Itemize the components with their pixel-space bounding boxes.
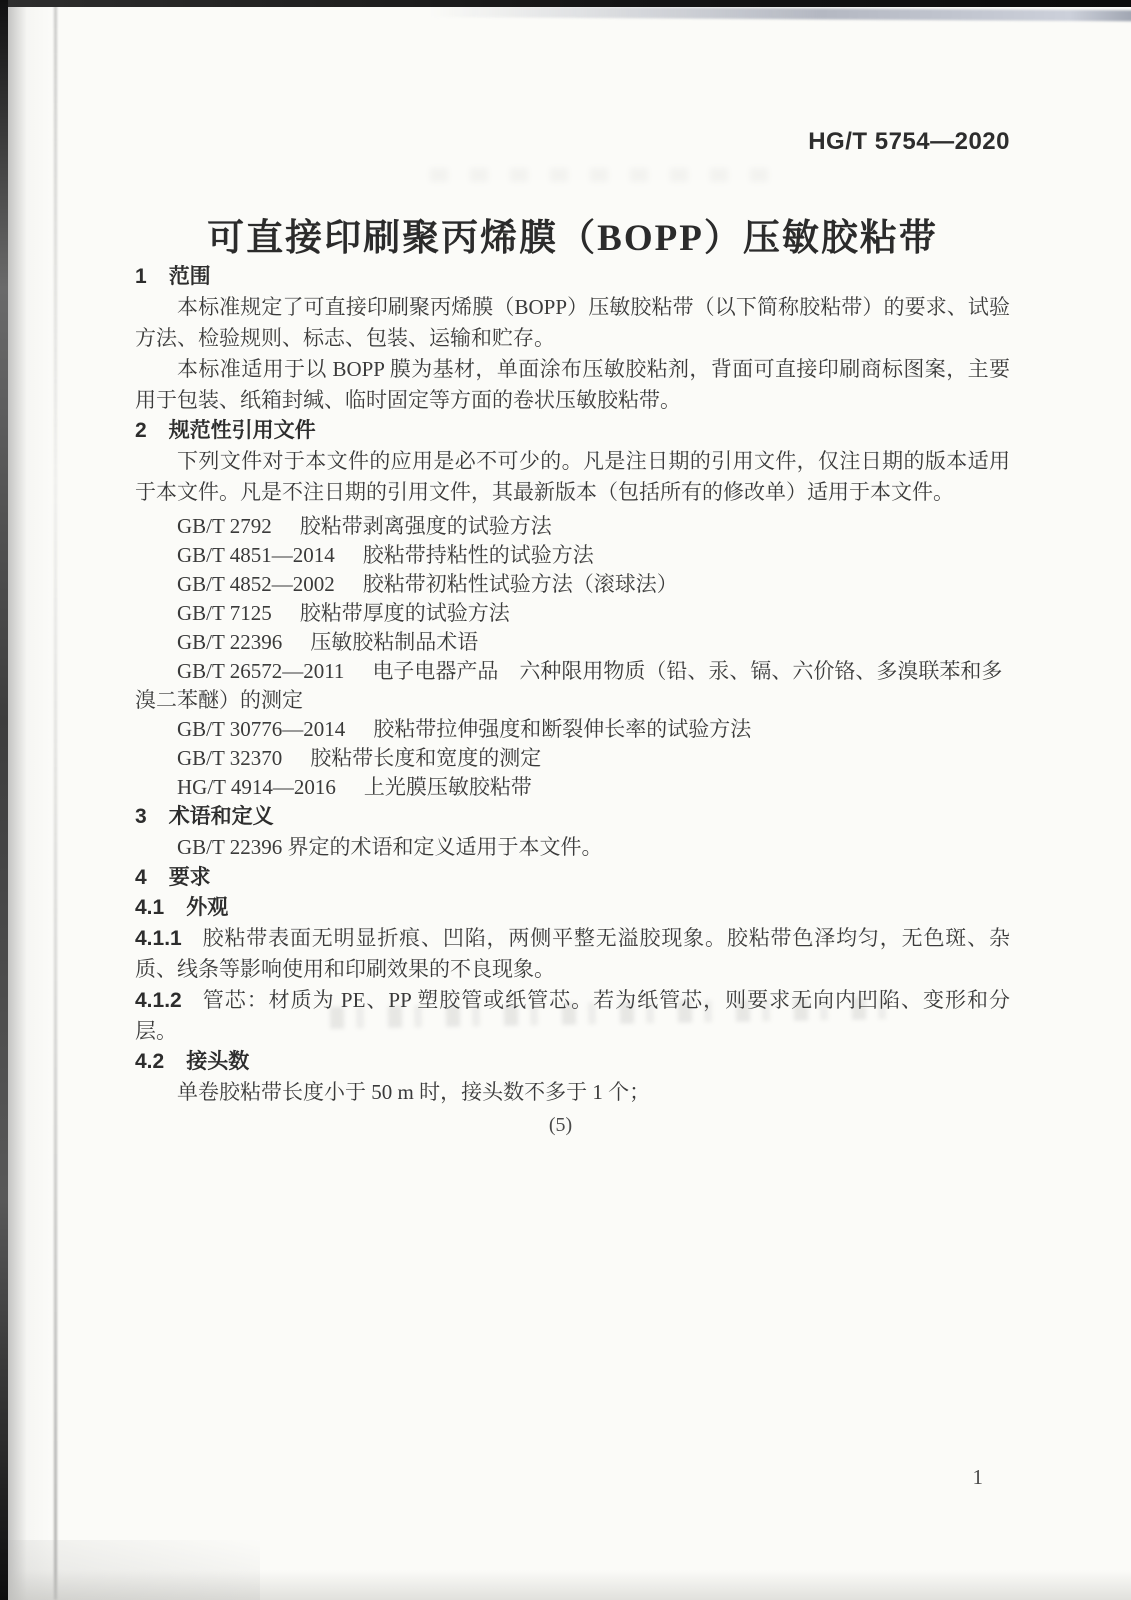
reference-code: GB/T 2792 (177, 514, 272, 538)
reference-code: GB/T 7125 (177, 601, 272, 625)
section-2-heading (135, 416, 1010, 446)
reference-item (135, 599, 1010, 628)
reference-title: 上光膜压敏胶粘带 (363, 775, 532, 799)
reference-code: GB/T 32370 (177, 746, 283, 770)
reference-item (135, 628, 1010, 657)
clause-4-1-1-number: 4.1.1 (135, 927, 182, 950)
section-4-heading (135, 863, 1010, 893)
section-4-2-heading (135, 1047, 1010, 1077)
reference-code: HG/T 4914—2016 (177, 775, 336, 799)
section-3-number: 3 (135, 805, 147, 828)
section-2-intro: 下列文件对于本文件的应用是必不可少的。凡是注日期的引用文件，仅注日期的版本适用于本文件。凡是不注日期的引用文件，其最新版本（包括所有的修改单）适用于本文件。 (135, 449, 1010, 504)
section-3-title: 术语和定义 (168, 805, 274, 828)
reference-code: GB/T 4851—2014 (177, 543, 335, 567)
section-4-1-heading (135, 893, 1010, 923)
reference-item (135, 657, 1010, 715)
clause-4-1-2-number: 4.1.2 (135, 989, 182, 1012)
reference-item (135, 570, 1010, 599)
section-3-heading (135, 802, 1010, 832)
footer-sheet-number: (5) (548, 1114, 573, 1136)
section-4-2-number: 4.2 (135, 1050, 165, 1073)
reference-title: 电子电器产品 六种限用物质（铅、汞、镉、六价铬、多溴联苯和多溴二苯醚）的测定 (135, 659, 1003, 712)
reference-title: 胶粘带拉伸强度和断裂伸长率的试验方法 (373, 717, 752, 741)
section-4-number: 4 (135, 866, 147, 889)
scan-edge-left (0, 0, 8, 1600)
reference-item (135, 773, 1010, 802)
section-2-title: 规范性引用文件 (168, 419, 316, 442)
reference-code: GB/T 30776—2014 (177, 717, 346, 741)
reference-code: GB/T 4852—2002 (177, 572, 335, 596)
standard-number: HG/T 5754—2020 (808, 128, 1010, 155)
reference-item (135, 512, 1010, 541)
reference-title: 胶粘带厚度的试验方法 (299, 601, 510, 625)
section-1-paragraph-2: 本标准适用于以 BOPP 膜为基材，单面涂布压敏胶粘剂，背面可直接印刷商标图案，主要用于包装、纸箱封缄、临时固定等方面的卷状压敏胶粘带。 (135, 357, 1010, 412)
clause-4-2-paragraph: 单卷胶粘带长度小于 50 m 时，接头数不多于 1 个； (177, 1080, 651, 1104)
reference-item (135, 541, 1010, 570)
reference-title: 胶粘带剥离强度的试验方法 (299, 514, 552, 538)
scan-edge-left-shadow (8, 0, 50, 1600)
reference-code: GB/T 26572—2011 (177, 659, 345, 683)
section-4-1-title: 外观 (186, 896, 229, 919)
section-1-paragraph-1: 本标准规定了可直接印刷聚丙烯膜（BOPP）压敏胶粘带（以下简称胶粘带）的要求、试验方法、检验规则、标志、包装、运输和贮存。 (135, 295, 1010, 350)
reference-item (135, 715, 1010, 744)
clause-4-1-1 (135, 923, 1010, 985)
reference-title: 压敏胶粘制品术语 (310, 630, 479, 654)
page-crease-line (54, 0, 57, 1600)
reference-title: 胶粘带长度和宽度的测定 (310, 746, 542, 770)
section-1-title: 范围 (168, 265, 211, 288)
section-4-title: 要求 (168, 866, 211, 889)
section-1-heading (135, 262, 1010, 292)
section-4-1-number: 4.1 (135, 896, 165, 919)
scan-edge-top (0, 0, 1131, 7)
section-2-number: 2 (135, 419, 147, 442)
section-4-2-title: 接头数 (186, 1050, 250, 1073)
normative-references-list (135, 512, 1010, 802)
clause-4-1-1-text: 胶粘带表面无明显折痕、凹陷，两侧平整无溢胶现象。胶粘带色泽均匀，无色斑、杂质、线条等影响使用和印刷效果的不良现象。 (135, 926, 1010, 981)
clause-4-1-2 (135, 985, 1010, 1047)
reference-item (135, 744, 1010, 773)
page-number: 1 (972, 1465, 983, 1489)
scan-corner-shade (0, 1540, 260, 1600)
document-title: 可直接印刷聚丙烯膜（BOPP）压敏胶粘带 (207, 218, 938, 259)
clause-4-1-2-text: 管芯：材质为 PE、PP 塑胶管或纸管芯。若为纸管芯，则要求无向内凹陷、变形和分层。 (135, 988, 1010, 1043)
section-1-number: 1 (135, 265, 147, 288)
section-3-paragraph: GB/T 22396 界定的术语和定义适用于本文件。 (177, 835, 603, 859)
reference-title: 胶粘带初粘性试验方法（滚球法） (362, 572, 678, 596)
reference-title: 胶粘带持粘性的试验方法 (362, 543, 594, 567)
reference-code: GB/T 22396 (177, 630, 283, 654)
